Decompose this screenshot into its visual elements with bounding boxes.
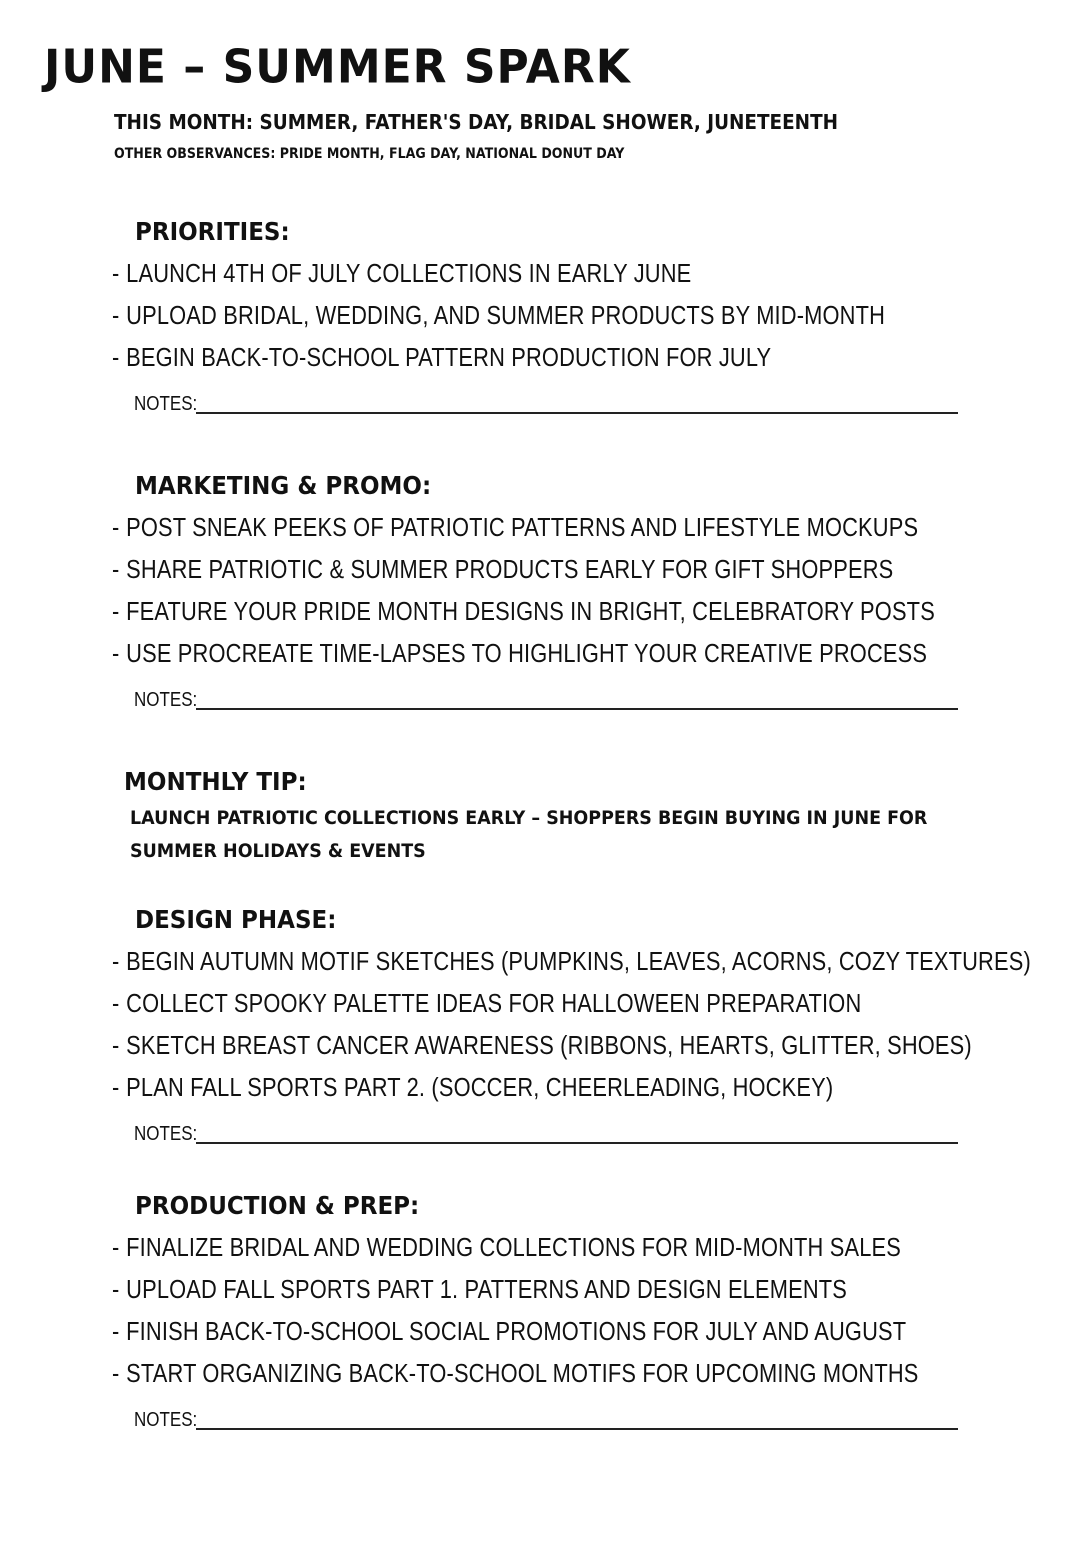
- bullet-dash: -: [112, 512, 120, 542]
- marketing-list: [112, 506, 1092, 674]
- item-text: UPLOAD BRIDAL, WEDDING, AND SUMMER PRODUCTS BY MID-MONTH: [126, 300, 886, 330]
- priorities-list: [112, 252, 1032, 378]
- section-heading: PRIORITIES:: [135, 217, 290, 246]
- page-title: JUNE – SUMMER SPARK: [44, 40, 631, 95]
- notes-line[interactable]: [196, 1427, 958, 1430]
- bullet-dash: -: [112, 300, 120, 330]
- design-section: [112, 900, 1092, 1146]
- item-text: FINISH BACK-TO-SCHOOL SOCIAL PROMOTIONS FOR JULY AND AUGUST: [126, 1316, 907, 1346]
- list-item: [112, 590, 935, 632]
- list-item: [112, 1024, 1031, 1066]
- bullet-dash: -: [112, 1232, 120, 1262]
- item-text: SKETCH BREAST CANCER AWARENESS (RIBBONS, HEARTS, GLITTER, SHOES): [126, 1030, 972, 1060]
- list-item: [112, 252, 885, 294]
- notes-line[interactable]: [196, 707, 958, 710]
- bullet-dash: -: [112, 1030, 120, 1060]
- bullet-dash: -: [112, 1072, 120, 1102]
- list-item: [112, 506, 935, 548]
- bullet-dash: -: [112, 1274, 120, 1304]
- item-text: BEGIN AUTUMN MOTIF SKETCHES (PUMPKINS, LEAVES, ACORNS, COZY TEXTURES): [126, 946, 1031, 976]
- notes-label: NOTES:: [134, 1409, 198, 1431]
- list-item: [112, 982, 1031, 1024]
- tip-heading: MONTHLY TIP:: [124, 767, 307, 796]
- bullet-dash: -: [112, 1316, 120, 1346]
- list-item: [112, 632, 935, 674]
- bullet-dash: -: [112, 1358, 120, 1388]
- list-item: [112, 1310, 919, 1352]
- notes-field[interactable]: [134, 1112, 1092, 1146]
- bullet-dash: -: [112, 638, 120, 668]
- production-list: [112, 1226, 1072, 1394]
- bullet-dash: -: [112, 988, 120, 1018]
- bullet-dash: -: [112, 946, 120, 976]
- item-text: FEATURE YOUR PRIDE MONTH DESIGNS IN BRIGHT, CELEBRATORY POSTS: [126, 596, 935, 626]
- priorities-section: [112, 212, 1032, 416]
- bullet-dash: -: [112, 596, 120, 626]
- list-item: [112, 940, 1031, 982]
- notes-label: NOTES:: [134, 393, 198, 415]
- monthly-tip: [124, 762, 1010, 868]
- notes-label: NOTES:: [134, 689, 198, 711]
- notes-field[interactable]: [134, 1398, 1072, 1432]
- list-item: [112, 1226, 919, 1268]
- this-month-line: THIS MONTH: SUMMER, FATHER'S DAY, BRIDAL SHOWER, JUNETEENTH: [114, 110, 839, 134]
- item-text: SHARE PATRIOTIC & SUMMER PRODUCTS EARLY FOR GIFT SHOPPERS: [126, 554, 894, 584]
- section-heading: MARKETING & PROMO:: [135, 471, 432, 500]
- item-text: POST SNEAK PEEKS OF PATRIOTIC PATTERNS AND LIFESTYLE MOCKUPS: [126, 512, 919, 542]
- list-item: [112, 1352, 919, 1394]
- tip-text: LAUNCH PATRIOTIC COLLECTIONS EARLY – SHOPPERS BEGIN BUYING IN JUNE FOR SUMMER HOLIDAYS & EVENTS: [130, 807, 928, 862]
- notes-label: NOTES:: [134, 1123, 198, 1145]
- section-heading: DESIGN PHASE:: [135, 905, 337, 934]
- notes-field[interactable]: [134, 678, 1092, 712]
- other-observances-line: OTHER OBSERVANCES: PRIDE MONTH, FLAG DAY, NATIONAL DONUT DAY: [114, 146, 625, 162]
- section-heading: PRODUCTION & PREP:: [135, 1191, 420, 1220]
- list-item: [112, 294, 885, 336]
- item-text: UPLOAD FALL SPORTS PART 1. PATTERNS AND DESIGN ELEMENTS: [126, 1274, 848, 1304]
- production-section: [112, 1186, 1072, 1432]
- item-text: BEGIN BACK-TO-SCHOOL PATTERN PRODUCTION FOR JULY: [126, 342, 772, 372]
- list-item: [112, 336, 885, 378]
- marketing-section: [112, 466, 1092, 712]
- bullet-dash: -: [112, 258, 120, 288]
- item-text: FINALIZE BRIDAL AND WEDDING COLLECTIONS FOR MID-MONTH SALES: [126, 1232, 901, 1262]
- item-text: PLAN FALL SPORTS PART 2. (SOCCER, CHEERLEADING, HOCKEY): [126, 1072, 834, 1102]
- notes-field[interactable]: [134, 382, 1032, 416]
- list-item: [112, 1066, 1031, 1108]
- notes-line[interactable]: [196, 411, 958, 414]
- item-text: USE PROCREATE TIME-LAPSES TO HIGHLIGHT YOUR CREATIVE PROCESS: [126, 638, 928, 668]
- bullet-dash: -: [112, 554, 120, 584]
- bullet-dash: -: [112, 342, 120, 372]
- list-item: [112, 1268, 919, 1310]
- list-item: [112, 548, 935, 590]
- item-text: START ORGANIZING BACK-TO-SCHOOL MOTIFS FOR UPCOMING MONTHS: [126, 1358, 919, 1388]
- design-list: [112, 940, 1092, 1108]
- item-text: LAUNCH 4TH OF JULY COLLECTIONS IN EARLY JUNE: [126, 258, 692, 288]
- notes-line[interactable]: [196, 1141, 958, 1144]
- item-text: COLLECT SPOOKY PALETTE IDEAS FOR HALLOWEEN PREPARATION: [126, 988, 862, 1018]
